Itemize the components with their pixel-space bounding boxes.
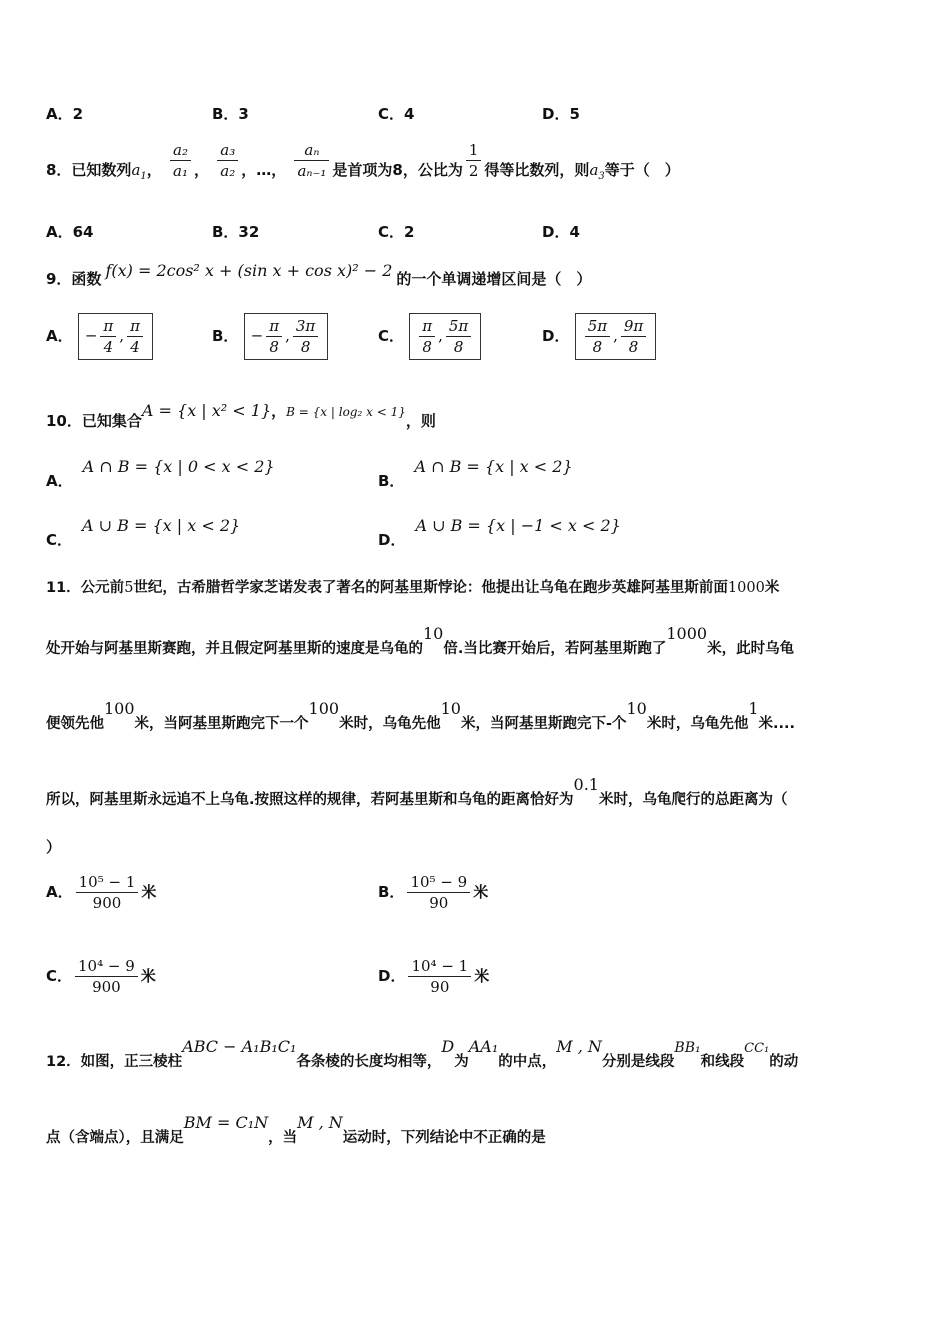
q11-line-5: ） bbox=[46, 838, 62, 856]
q7-option-d[interactable]: D．5 bbox=[542, 105, 580, 123]
q9-suffix: 的一个单调递增区间是（ ） bbox=[396, 270, 592, 288]
q9-interval-d: $\frac{5\pi}{8}$ , $\frac{9\pi}{8}$ bbox=[575, 313, 657, 360]
q8-middle-text: 是首项为8，公比为 bbox=[332, 161, 463, 179]
q8-option-d[interactable]: D．4 bbox=[542, 223, 580, 241]
q9-interval-b: − $\frac{\pi}{8}$ , $\frac{3\pi}{8}$ bbox=[244, 313, 329, 360]
q10-option-c[interactable]: C．A ∪ B = {x | x < 2} bbox=[46, 516, 241, 549]
q9-option-a[interactable]: A． − $\frac{\pi}{4}$ , $\frac{\pi}{4}$ bbox=[46, 313, 153, 360]
q8-fraction-a3-a2: $\frac{\text{a₃}}{\text{a₂}}$ bbox=[217, 140, 238, 181]
q11-option-b[interactable]: B． $\frac{\text{10⁵ − 9}}{90}$ 米 bbox=[378, 873, 489, 912]
q7-option-a[interactable]: A．2 bbox=[46, 105, 84, 123]
q7-option-c[interactable]: C．4 bbox=[378, 105, 415, 123]
q10-set-b: B = {x | log₂ x < 1} bbox=[286, 405, 406, 419]
q10-option-b[interactable]: B．A ∩ B = {x | x < 2} bbox=[378, 457, 573, 490]
q8-option-a[interactable]: A．64 bbox=[46, 223, 94, 241]
q8-target-a3: $a_3$ bbox=[589, 161, 605, 182]
q7-option-b[interactable]: B．3 bbox=[212, 105, 249, 123]
q11-option-c[interactable]: C． $\frac{\text{10⁴ − 9}}{900}$ 米 bbox=[46, 957, 156, 996]
q8-option-c[interactable]: C．2 bbox=[378, 223, 415, 241]
q9-stem bbox=[46, 260, 592, 288]
q9-option-b[interactable]: B． − $\frac{\pi}{8}$ , $\frac{3\pi}{8}$ bbox=[212, 313, 328, 360]
q8-suffix-pre: 得等比数列，则 bbox=[484, 161, 590, 179]
q10-stem: 10．已知集合A = {x | x² < 1}，B = {x | log₂ x < 1}，则 bbox=[46, 401, 436, 430]
q8-prefix: 8．已知数列 bbox=[46, 161, 132, 179]
q11-option-a[interactable]: A． $\frac{\text{10⁵ − 1}}{900}$ 米 bbox=[46, 873, 157, 912]
q8-option-b[interactable]: B．32 bbox=[212, 223, 260, 241]
q9-formula: f(x) = 2cos² x + (sin x + cos x)² − 2 bbox=[105, 261, 393, 280]
q9-interval-c: $\frac{\pi}{8}$ , $\frac{5\pi}{8}$ bbox=[409, 313, 481, 360]
q12-line-1: 12．如图，正三棱柱ABC − A₁B₁C₁各条棱的长度均相等，D为AA₁的中点，M , N分别是线段BB₁和线段CC₁的动 bbox=[46, 1037, 799, 1070]
q8-term-a1: $a_1$ bbox=[131, 161, 147, 182]
q11-line-4: 所以，阿基里斯永远追不上乌龟.按照这样的规律，若阿基里斯和乌龟的距离恰好为0.1米时，乌龟爬行的总距离为（ bbox=[46, 775, 788, 808]
q10-option-a[interactable]: A．A ∩ B = {x | 0 < x < 2} bbox=[46, 457, 275, 490]
q12-line-2: 点（含端点），且满足BM = C₁N，当M , N运动时，下列结论中不正确的是 bbox=[46, 1113, 546, 1146]
q9-option-c[interactable]: C． $\frac{\pi}{8}$ , $\frac{5\pi}{8}$ bbox=[378, 313, 481, 360]
q8-stem: 8．已知数列$a_1$， $\frac{\text{a₂}}{\text{a₁}}$ ， $\frac{\text{a₃}}{\text{a₂}}$ ，…， $\frac{\text{aₙ}}{\text{aₙ₋₁}}$ 是首项为8，公比为 $\frac{1}{2}$ 得等比数列，则$a_3$等于（ ） bbox=[46, 141, 680, 182]
q9-prefix: 9．函数 bbox=[46, 270, 102, 288]
q10-option-d[interactable]: D．A ∪ B = {x | −1 < x < 2} bbox=[378, 516, 621, 549]
q8-fraction-a2-a1: $\frac{\text{a₂}}{\text{a₁}}$ bbox=[170, 140, 191, 181]
q9-interval-a: − $\frac{\pi}{4}$ , $\frac{\pi}{4}$ bbox=[78, 313, 153, 360]
q8-ellipsis: ，…， bbox=[241, 161, 287, 179]
q11-line-2: 处开始与阿基里斯赛跑，并且假定阿基里斯的速度是乌龟的10倍.当比赛开始后，若阿基里斯跑了1000米，此时乌龟 bbox=[46, 624, 795, 657]
q8-suffix: 等于（ ） bbox=[604, 161, 680, 179]
q10-prefix: 10．已知集合 bbox=[46, 412, 142, 430]
q10-suffix: ，则 bbox=[405, 412, 436, 430]
q11-line-3: 便领先他100米，当阿基里斯跑完下一个100米时，乌龟先他10米，当阿基里斯跑完下-个10米时，乌龟先他1米.... bbox=[46, 699, 796, 732]
q11-line-1: 11．公元前5世纪，古希腊哲学家芝诺发表了著名的阿基里斯悖论：他提出让乌龟在跑步英雄阿基里斯前面1000米 bbox=[46, 580, 780, 596]
q10-set-a: A = {x | x² < 1} bbox=[141, 401, 272, 420]
q8-ratio-fraction: $\frac{1}{2}$ bbox=[466, 140, 482, 181]
q9-option-d[interactable]: D． $\frac{5\pi}{8}$ , $\frac{9\pi}{8}$ bbox=[542, 313, 656, 360]
q8-fraction-an-an1: $\frac{\text{aₙ}}{\text{aₙ₋₁}}$ bbox=[294, 140, 329, 181]
q11-option-d[interactable]: D． $\frac{\text{10⁴ − 1}}{90}$ 米 bbox=[378, 957, 490, 996]
